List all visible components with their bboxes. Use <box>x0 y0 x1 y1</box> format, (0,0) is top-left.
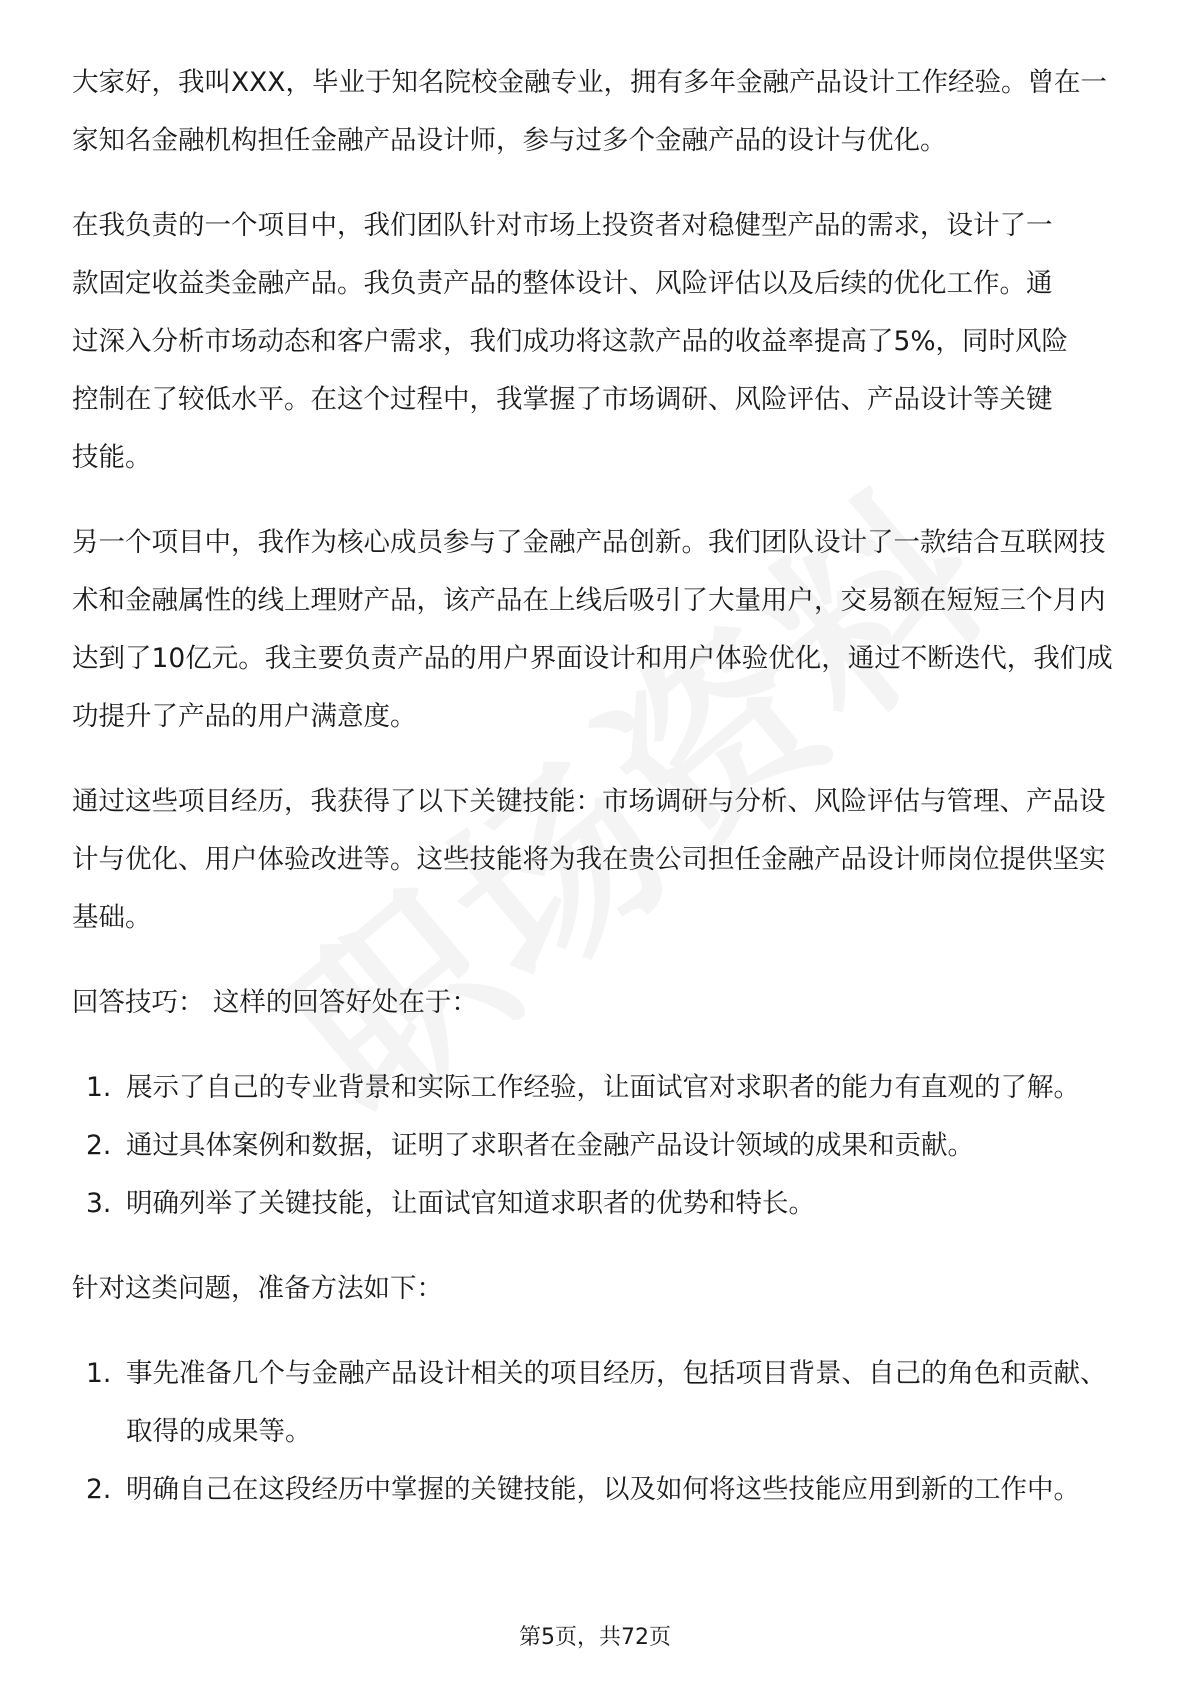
list-item <box>72 1117 1122 1175</box>
list-item <box>72 1345 1122 1461</box>
skills-paragraph: 通过这些项目经历，我获得了以下关键技能：市场调研与分析、风险评估与管理、产品设计与优化、用户体验改进等。这些技能将为我在贵公司担任金融产品设计师岗位提供坚实基础。 <box>72 786 1106 933</box>
list-item <box>72 1461 1122 1519</box>
page-number: 第5页，共72页 <box>519 1625 671 1650</box>
tips-heading: 回答技巧： 这样的回答好处在于： <box>72 987 478 1018</box>
intro-paragraph: 大家好，我叫XXX，毕业于知名院校金融专业，拥有多年金融产品设计工作经验。曾在一家知名金融机构担任金融产品设计师，参与过多个金融产品的设计与优化。 <box>72 67 1107 156</box>
list-item-number: 1. <box>86 1072 112 1103</box>
list-item-number: 2. <box>86 1474 112 1505</box>
project1-paragraph: 在我负责的一个项目中，我们团队针对市场上投资者对稳健型产品的需求，设计了一款固定收益类金融产品。我负责产品的整体设计、风险评估以及后续的优化工作。通过深入分析市场动态和客户需求，我们成功将这款产品的收益率提高了5%，同时风险控制在了较低水平。在这个过程中，我掌握了市场调研、风险评估、产品设计等关键技能。 <box>72 210 1069 473</box>
prep-heading: 针对这类问题，准备方法如下： <box>72 1273 443 1304</box>
list-item-number: 1. <box>86 1358 112 1389</box>
prep-list <box>72 1345 1122 1519</box>
list-item-number: 3. <box>86 1188 112 1219</box>
document-body <box>72 54 1122 1546</box>
tips-list <box>72 1059 1122 1233</box>
list-item-text: 事先准备几个与金融产品设计相关的项目经历，包括项目背景、自己的角色和贡献、取得的成果等。 <box>126 1358 1107 1447</box>
list-item-text: 展示了自己的专业背景和实际工作经验，让面试官对求职者的能力有直观的了解。 <box>126 1072 1080 1103</box>
list-item <box>72 1175 1122 1233</box>
list-item-number: 2. <box>86 1130 112 1161</box>
list-item-text: 通过具体案例和数据，证明了求职者在金融产品设计领域的成果和贡献。 <box>126 1130 974 1161</box>
list-item-text: 明确自己在这段经历中掌握的关键技能，以及如何将这些技能应用到新的工作中。 <box>126 1474 1080 1505</box>
list-item <box>72 1059 1122 1117</box>
list-item-text: 明确列举了关键技能，让面试官知道求职者的优势和特长。 <box>126 1188 815 1219</box>
project2-paragraph: 另一个项目中，我作为核心成员参与了金融产品创新。我们团队设计了一款结合互联网技术和金融属性的线上理财产品，该产品在上线后吸引了大量用户，交易额在短短三个月内达到了10亿元。我主要负责产品的用户界面设计和用户体验优化，通过不断迭代，我们成功提升了产品的用户满意度。 <box>72 527 1113 732</box>
